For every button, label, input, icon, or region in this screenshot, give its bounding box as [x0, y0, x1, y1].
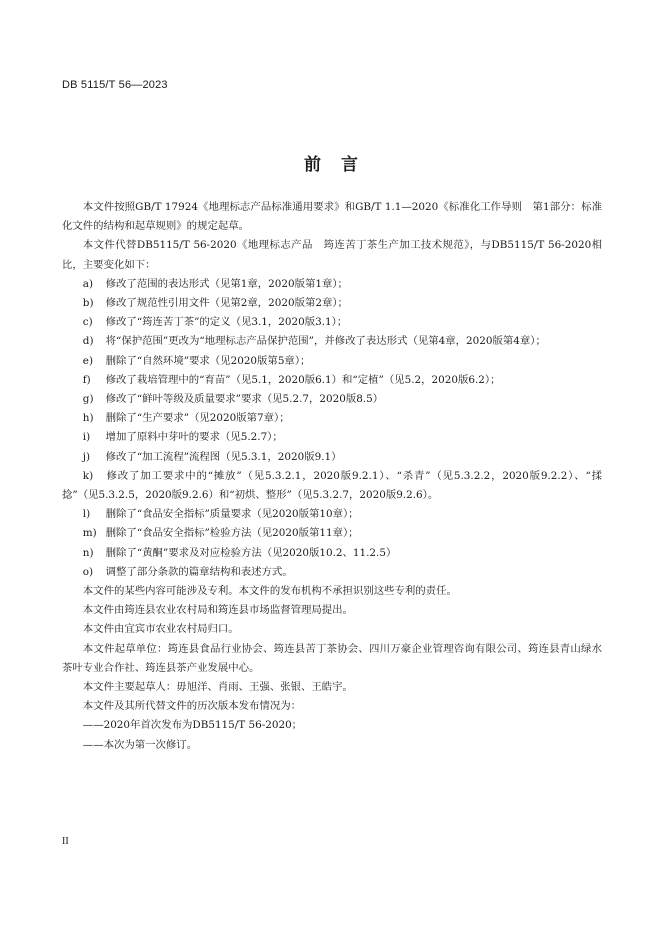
list-item-text: 修改了“加工流程”流程图（见5.3.1，2020版9.1）: [105, 450, 342, 463]
list-marker: g): [82, 393, 94, 406]
page-title: 前言: [304, 155, 378, 175]
list-item: [62, 524, 602, 543]
list-marker: m): [82, 527, 97, 540]
list-item: [62, 563, 602, 582]
list-item-text: 删除了“食品安全指标”质量要求（见2020版第10章）；: [105, 508, 359, 521]
list-item: [62, 390, 602, 409]
list-marker: e): [82, 354, 93, 367]
list-item: [62, 371, 602, 390]
list-item-text: 调整了部分条款的篇章结构和表述方式。: [105, 565, 293, 578]
list-item: [62, 544, 602, 563]
list-item-text: 删除了“自然环境”要求（见2020版第5章）；: [105, 354, 311, 367]
list-marker: f): [82, 373, 91, 386]
list-item-text: 修改了规范性引用文件（见第2章，2020版第2章）；: [105, 297, 348, 310]
closing-paragraph: 本文件起草单位：筠连县食品行业协会、筠连县苦丁茶协会、四川万豪企业管理咨询有限公司、筠连县青山绿水茶叶专业合作社、筠连县茶产业发展中心。: [62, 642, 602, 674]
list-item: [62, 505, 602, 524]
changes-list: [62, 275, 602, 582]
list-item: [62, 275, 602, 294]
foreword-body: [62, 198, 602, 755]
list-item-text: 将“保护范围”更改为“地理标志产品保护范围”，并修改了表达形式（见第4章，2020版第4章）；: [105, 335, 546, 348]
intro-paragraph: 本文件代替DB5115/T 56-2020《地理标志产品 筠连苦丁茶生产加工技术规范》，与DB5115/T 56-2020相比，主要变化如下：: [62, 239, 602, 271]
list-item-text: 修改了栽培管理中的“育苗”（见5.1，2020版6.1）和“定植”（见5.2，2020版6.2）；: [105, 373, 501, 386]
list-item-text: 修改了“筠连苦丁茶”的定义（见3.1，2020版3.1）；: [105, 316, 348, 329]
list-item: [62, 467, 602, 505]
closing-paragraph: 本文件主要起草人：毋旭洋、肖雨、王强、张银、王皓宇。: [82, 681, 353, 694]
intro-paragraph: 本文件按照GB/T 17924《地理标志产品标准通用要求》和GB/T 1.1—2020《标准化工作导则 第1部分：标准化文件的结构和起草规则》的规定起草。: [62, 201, 602, 233]
list-item: [62, 448, 602, 467]
list-item-text: 修改了“鲜叶等级及质量要求”要求（见5.2.7，2020版8.5）: [105, 393, 384, 406]
list-marker: k): [82, 469, 94, 482]
list-marker: d): [82, 335, 94, 348]
list-marker: n): [82, 546, 94, 559]
list-item: [62, 294, 602, 313]
list-item: [62, 313, 602, 332]
document-code: DB 5115/T 56—2023: [62, 79, 168, 91]
closing-paragraph: 本文件由宜宾市农业农村局归口。: [82, 623, 239, 636]
history-item: ——2020年首次发布为DB5115/T 56-2020；: [82, 719, 303, 732]
history-item: ——本次为第一次修订。: [82, 738, 198, 751]
list-marker: c): [82, 316, 93, 329]
list-item-text: 修改了加工要求中的“摊放”（见5.3.2.1，2020版9.2.1）、“杀青”（见5.3.2.2，2020版9.2.2）、“揉捻”（见5.3.2.5，2020版9.2.6）和“初烘、整形”（见5.3.2.7，2020版9.2.6）。: [62, 469, 602, 502]
list-marker: h): [82, 412, 94, 425]
list-item: [62, 332, 602, 351]
page-number: II: [62, 836, 69, 847]
closing-paragraph: 本文件由筠连县农业农村局和筠连县市场监督管理局提出。: [82, 604, 353, 617]
list-item-text: 修改了范围的表达形式（见第1章，2020版第1章）；: [105, 277, 348, 290]
list-marker: i): [82, 431, 91, 444]
list-item: [62, 428, 602, 447]
list-marker: a): [82, 277, 94, 290]
list-item-text: 增加了原料中芽叶的要求（见5.2.7）；: [105, 431, 283, 444]
list-item-text: 删除了“生产要求”（见2020版第7章）；: [105, 412, 290, 425]
list-item-text: 删除了“食品安全指标”检验方法（见2020版第11章）；: [105, 527, 359, 540]
closing-paragraph: 本文件及其所代替文件的历次版本发布情况为：: [82, 700, 301, 713]
list-marker: j): [82, 450, 91, 463]
list-item: [62, 409, 602, 428]
list-marker: b): [82, 297, 94, 310]
list-item-text: 删除了“黄酮”要求及对应检验方法（见2020版10.2、11.2.5）: [105, 546, 397, 559]
list-item: [62, 352, 602, 371]
closing-paragraph: 本文件的某些内容可能涉及专利。本文件的发布机构不承担识别这些专利的责任。: [82, 585, 457, 598]
list-marker: o): [82, 565, 94, 578]
list-marker: l): [82, 508, 91, 521]
